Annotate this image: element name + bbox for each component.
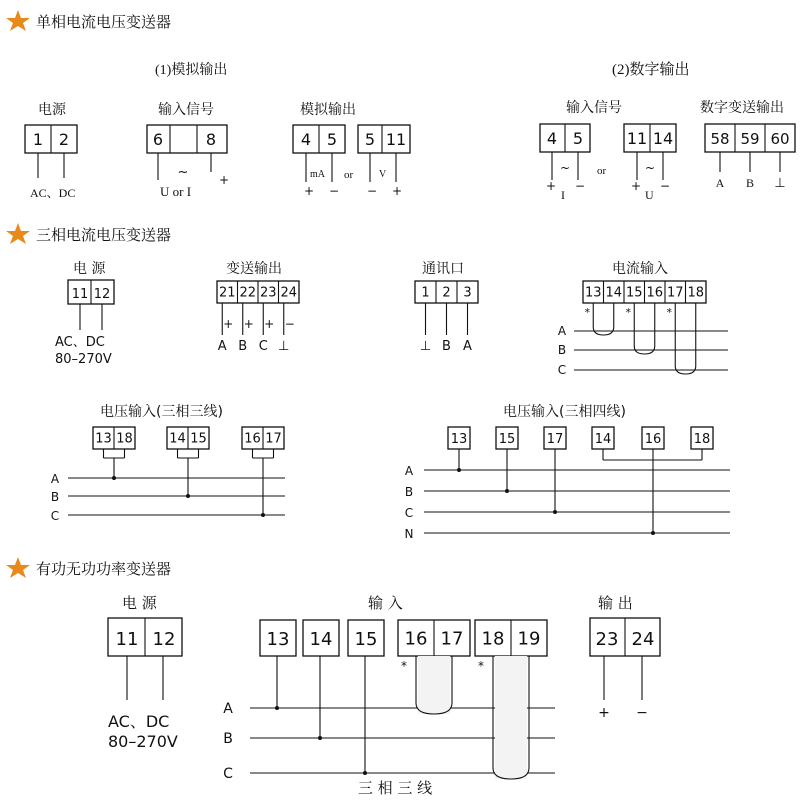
section-3-header — [6, 557, 171, 578]
terminal-label: 11 — [71, 287, 89, 302]
terminal-label: 3 — [463, 285, 472, 301]
junction-dot — [505, 489, 509, 493]
junction-dot — [186, 494, 190, 498]
star-icon — [6, 223, 30, 244]
junction-dot — [651, 531, 655, 535]
s2-power-group — [55, 260, 114, 367]
s2-voltage-3p3w-group — [51, 403, 285, 523]
pin-label: A — [463, 339, 472, 354]
terminal-label: 5 — [326, 130, 338, 149]
terminal-label: 2 — [58, 130, 70, 149]
terminal-label: 11 — [115, 629, 139, 650]
plus-sign: + — [219, 173, 230, 187]
terminal-label: 17 — [666, 285, 684, 301]
terminal-label: 17 — [265, 431, 282, 447]
terminal-label: 24 — [631, 629, 655, 650]
s2-voltage-3p4w-group — [405, 403, 730, 541]
pin-label: B — [238, 339, 248, 354]
voltage-symbol: U — [645, 188, 654, 202]
star-icon — [6, 10, 30, 31]
polarity-star: * — [478, 659, 484, 673]
supply-note: AC、DC — [30, 186, 76, 200]
junction-dot — [112, 476, 116, 480]
analog-output-title: (1)模拟输出 — [155, 63, 228, 78]
plus-sign: + — [631, 179, 642, 193]
terminal-label: 18 — [693, 432, 711, 447]
phase-label: B — [223, 731, 233, 747]
v-label: V — [379, 169, 387, 180]
wiring-mode-note: 三 相 三 线 — [357, 779, 433, 797]
s2-transmit-output-group — [217, 260, 299, 354]
sign: + — [392, 184, 403, 198]
terminal-label: 6 — [152, 130, 164, 149]
sign: + — [304, 184, 315, 198]
terminal-label: 14 — [652, 129, 674, 148]
phase-label: A — [404, 464, 414, 478]
ac-tilde: ~ — [177, 165, 189, 180]
or-label: or — [597, 165, 607, 177]
pin-label: B — [442, 339, 451, 354]
s3-input-group — [223, 594, 555, 797]
pin-label: ⊥ — [278, 339, 290, 354]
loop-shade — [418, 656, 450, 714]
ma-label: mA — [310, 169, 325, 180]
terminal-label: 13 — [584, 285, 602, 301]
s1-digital-input-group — [540, 100, 676, 202]
pin-label: A — [715, 176, 725, 190]
signal-type-note: U or I — [160, 184, 192, 199]
s1-digital-output-group — [700, 99, 795, 191]
terminal-label: 1 — [421, 285, 430, 301]
terminal-label: 21 — [218, 285, 236, 301]
section-2-header — [6, 223, 171, 244]
pin-label: B — [745, 176, 755, 190]
minus-sign: − — [575, 179, 586, 193]
phase-label: A — [50, 472, 60, 486]
junction-dot — [318, 736, 322, 740]
terminal-label: 8 — [205, 130, 217, 149]
section-title: 三相电流电压变送器 — [36, 226, 172, 244]
s1-analog-input-group — [147, 102, 229, 199]
phase-label: B — [557, 343, 567, 357]
group-label: 数字变送输出 — [700, 100, 784, 116]
polarity-star: * — [625, 306, 631, 319]
group-label: 电压输入(三相三线) — [100, 404, 223, 420]
sign: − — [367, 184, 378, 198]
group-label: 电流输入 — [612, 261, 668, 277]
terminal-label: 60 — [770, 130, 790, 148]
terminal-label: 5 — [364, 130, 376, 149]
polarity-sign: + — [243, 317, 254, 331]
section-title: 有功无功功率变送器 — [36, 560, 172, 578]
terminal-label: 14 — [594, 432, 612, 447]
terminal-label: 4 — [546, 129, 558, 148]
group-label: 输入信号 — [566, 100, 622, 116]
s3-power-group — [108, 594, 182, 751]
terminal-label: 16 — [644, 432, 662, 447]
or-label: or — [344, 169, 354, 181]
terminal-label: 58 — [710, 130, 730, 148]
supply-range: 80–270V — [108, 732, 178, 751]
terminal-label: 23 — [259, 285, 277, 301]
group-label: 输 出 — [598, 594, 633, 612]
terminal-label: 59 — [740, 130, 760, 148]
minus-sign: − — [636, 705, 648, 721]
terminal-label: 17 — [546, 432, 564, 447]
phase-label: N — [404, 527, 414, 541]
star-icon — [6, 557, 30, 578]
terminal-label: 17 — [440, 628, 464, 650]
phase-label: C — [50, 509, 60, 523]
ac-tilde: ~ — [644, 161, 656, 175]
terminal-label: 5 — [572, 129, 584, 148]
terminal-label: 18 — [481, 628, 505, 650]
phase-label: B — [50, 490, 60, 504]
junction-dot — [261, 513, 265, 517]
terminal-label: 1 — [32, 130, 44, 149]
pin-label: C — [258, 339, 268, 354]
phase-label: A — [557, 324, 567, 338]
phase-label: A — [223, 701, 233, 717]
minus-sign: − — [660, 179, 671, 193]
terminal-label: 2 — [442, 285, 451, 301]
group-label: 电压输入(三相四线) — [503, 404, 626, 420]
terminal-label: 13 — [95, 431, 112, 447]
phase-label: C — [557, 363, 567, 377]
terminal-label: 15 — [354, 629, 378, 650]
terminal-label: 11 — [385, 130, 407, 149]
group-label: 电源 — [38, 102, 66, 118]
s1-analog-output-group — [293, 101, 410, 198]
terminal-label: 11 — [626, 129, 648, 148]
polarity-sign: + — [264, 317, 275, 331]
terminal-label: 18 — [687, 285, 705, 301]
terminal-label: 18 — [116, 431, 133, 447]
ac-tilde: ~ — [559, 161, 571, 175]
polarity-star: * — [666, 306, 672, 319]
loop-shade — [495, 656, 527, 779]
terminal-label: 14 — [309, 629, 333, 650]
pin-label: ⊥ — [419, 339, 432, 354]
current-symbol: I — [561, 188, 565, 202]
phase-label: C — [223, 766, 233, 782]
group-label: 模拟输出 — [300, 102, 356, 118]
group-label: 变送输出 — [226, 261, 282, 277]
polarity-star: * — [401, 659, 407, 673]
phase-label: C — [404, 506, 414, 520]
pin-label: A — [217, 339, 227, 354]
plus-sign: + — [598, 705, 610, 721]
terminal-label: 13 — [450, 432, 468, 447]
section-1-header — [6, 10, 171, 31]
terminal-label: 23 — [595, 629, 619, 650]
terminal-label: 4 — [300, 130, 312, 149]
terminal-label: 12 — [93, 287, 111, 302]
terminal-label: 19 — [517, 628, 541, 650]
group-label: 电 源 — [73, 261, 106, 277]
terminal-label: 16 — [404, 628, 428, 650]
supply-range: 80–270V — [55, 352, 112, 367]
junction-dot — [363, 771, 367, 775]
supply-note: AC、DC — [108, 712, 170, 731]
terminal-label: 15 — [190, 431, 207, 447]
terminal-label: 13 — [266, 629, 290, 650]
junction-dot — [275, 706, 279, 710]
section-title: 单相电流电压变送器 — [36, 13, 172, 31]
group-label: 输 入 — [368, 594, 403, 612]
supply-note: AC、DC — [55, 335, 105, 350]
s2-comm-port-group — [415, 261, 478, 354]
group-label: 通讯口 — [422, 261, 464, 277]
s2-current-input-group — [558, 260, 728, 377]
junction-dot — [553, 510, 557, 514]
terminal-label: 15 — [625, 285, 643, 301]
polarity-sign: + — [223, 317, 234, 331]
terminal-label: 15 — [498, 432, 516, 447]
plus-sign: + — [546, 179, 557, 193]
terminal-label: 16 — [244, 431, 261, 447]
terminal-label: 24 — [280, 285, 298, 301]
ground-symbol: ⊥ — [774, 176, 786, 191]
s1-power-group — [25, 101, 77, 200]
terminal-label: 12 — [152, 629, 176, 650]
terminal-label: 14 — [169, 431, 186, 447]
polarity-sign: − — [284, 317, 295, 331]
phase-label: B — [404, 485, 414, 499]
terminal-label: 22 — [239, 285, 257, 301]
group-label: 输入信号 — [158, 102, 214, 118]
terminal-label: 16 — [646, 285, 664, 301]
sign: − — [329, 184, 340, 198]
s3-output-group — [590, 594, 660, 721]
group-label: 电 源 — [122, 594, 157, 612]
polarity-star: * — [584, 306, 590, 319]
junction-dot — [457, 468, 461, 472]
terminal-label: 14 — [605, 285, 623, 301]
digital-output-title: (2)数字输出 — [612, 62, 690, 78]
